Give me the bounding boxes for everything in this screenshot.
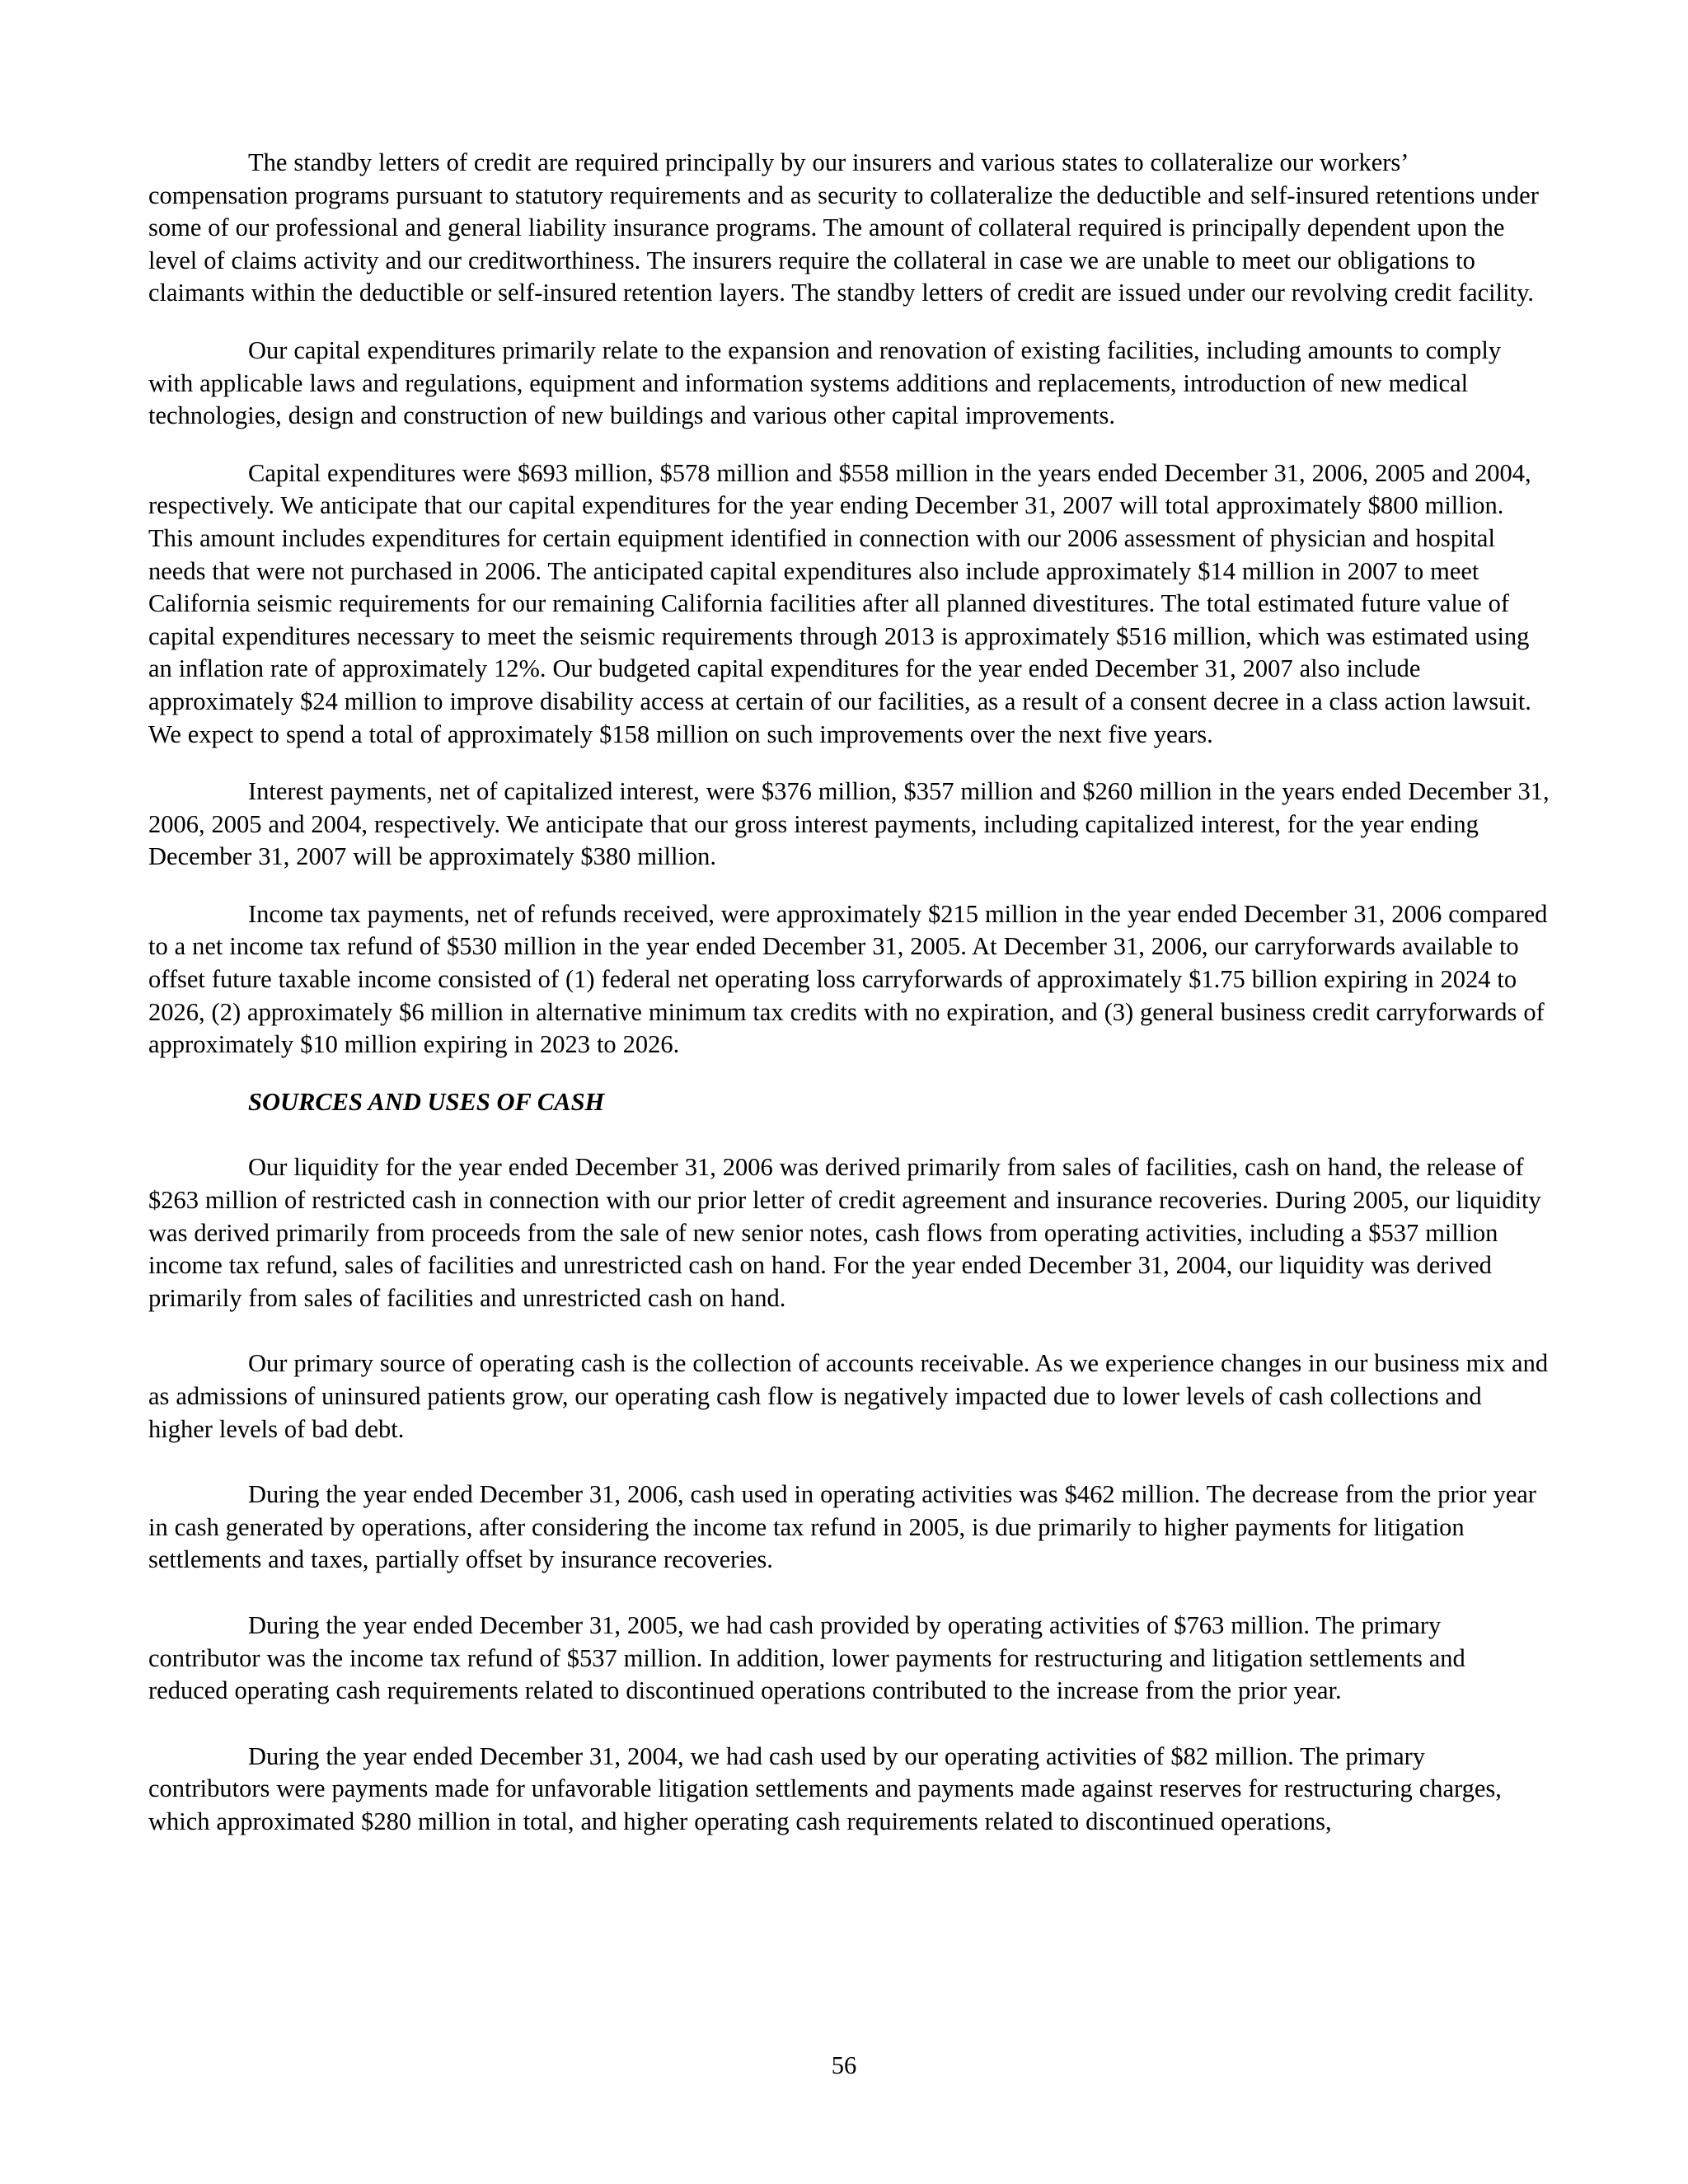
paragraph-operating-cash-source: Our primary source of operating cash is the collection of accounts receivable. As we experience changes in our business mix and as admissions of uninsured patients grow, our operating cash flow is negatively impacted due to lower levels of cash collections and higher levels of bad debt. <box>148 1349 1549 1443</box>
section-heading-sources-and-uses-of-cash: SOURCES AND USES OF CASH <box>248 1087 605 1116</box>
page-number: 56 <box>831 2051 857 2079</box>
paragraph-income-tax-payments: Income tax payments, net of refunds received, were approximately $215 million in the year ended December 31, 2006 compared to a net income tax refund of $530 million in the year ended December 31, 2005. At December 31, 2006, our carryforwards available to offset future taxable income consisted of (1) federal net operating loss carryforwards of approximately $1.75 billion expiring in 2024 to 2026, (2) approximately $6 million in alternative minimum tax credits with no expiration, and (3) general business credit carryforwards of approximately $10 million expiring in 2023 to 2026. <box>148 899 1548 1059</box>
paragraph-operating-activities-2005: During the year ended December 31, 2005, we had cash provided by operating activities of $763 million. The primary contributor was the income tax refund of $537 million. In addition, lower payments for restructuring and litigation settlements and reduced operating cash requirements related to discontinued operations contributed to the increase from the prior year. <box>148 1610 1465 1705</box>
paragraph-standby-letters-of-credit: The standby letters of credit are required principally by our insurers and various states to collateralize our workers’ compensation programs pursuant to statutory requirements and as security to collateralize the deductible and self-insured retentions under some of our professional and general liability insurance programs. The amount of collateral required is principally dependent upon the level of claims activity and our creditworthiness. The insurers require the collateral in case we are unable to meet our obligations to claimants within the deductible or self-insured retention layers. The standby letters of credit are issued under our revolving credit facility. <box>148 148 1539 307</box>
paragraph-liquidity: Our liquidity for the year ended December 31, 2006 was derived primarily from sales of facilities, cash on hand, the release of $263 million of restricted cash in connection with our prior letter of credit agreement and insurance recoveries. During 2005, our liquidity was derived primarily from proceeds from the sale of new senior notes, cash flows from operating activities, including a $537 million income tax refund, sales of facilities and unrestricted cash on hand. For the year ended December 31, 2004, our liquidity was derived primarily from sales of facilities and unrestricted cash on hand. <box>148 1153 1541 1312</box>
paragraph-interest-payments: Interest payments, net of capitalized interest, were $376 million, $357 million and $260 million in the years ended December 31, 2006, 2005 and 2004, respectively. We anticipate that our gross interest payments, including capitalized interest, for the year ending December 31, 2007 will be approximately $380 million. <box>148 777 1550 871</box>
paragraph-operating-activities-2004: During the year ended December 31, 2004, we had cash used by our operating activities of $82 million. The primary contributors were payments made for unfavorable litigation settlements and payments made against reserves for restructuring charges, which approximated $280 million in total, and higher operating cash requirements related to discontinued operations, <box>148 1741 1502 1835</box>
paragraph-capital-expenditures-overview: Our capital expenditures primarily relate to the expansion and renovation of existing facilities, including amounts to comply with applicable laws and regulations, equipment and information systems additions and replacements, introduction of new medical technologies, design and construction of new buildings and various other capital improvements. <box>148 335 1502 430</box>
paragraph-capital-expenditures-amounts: Capital expenditures were $693 million, $578 million and $558 million in the years ended December 31, 2006, 2005 and 2004, respectively. We anticipate that our capital expenditures for the year ending December 31, 2007 will total approximately $800 million. This amount includes expenditures for certain equipment identified in connection with our 2006 assessment of physician and hospital needs that were not purchased in 2006. The anticipated capital expenditures also include approximately $14 million in 2007 to meet California seismic requirements for our remaining California facilities after all planned divestitures. The total estimated future value of capital expenditures necessary to meet the seismic requirements through 2013 is approximately $516 million, which was estimated using an inflation rate of approximately 12%. Our budgeted capital expenditures for the year ended December 31, 2007 also include approximately $24 million to improve disability access at certain of our facilities, as a result of a consent decree in a class action lawsuit. We expect to spend a total of approximately $158 million on such improvements over the next five years. <box>148 458 1531 748</box>
document-page <box>148 147 1550 1863</box>
paragraph-operating-activities-2006: During the year ended December 31, 2006, cash used in operating activities was $462 million. The decrease from the prior year in cash generated by operations, after considering the income tax refund in 2005, is due primarily to higher payments for litigation settlements and taxes, partially offset by insurance recoveries. <box>148 1480 1536 1574</box>
